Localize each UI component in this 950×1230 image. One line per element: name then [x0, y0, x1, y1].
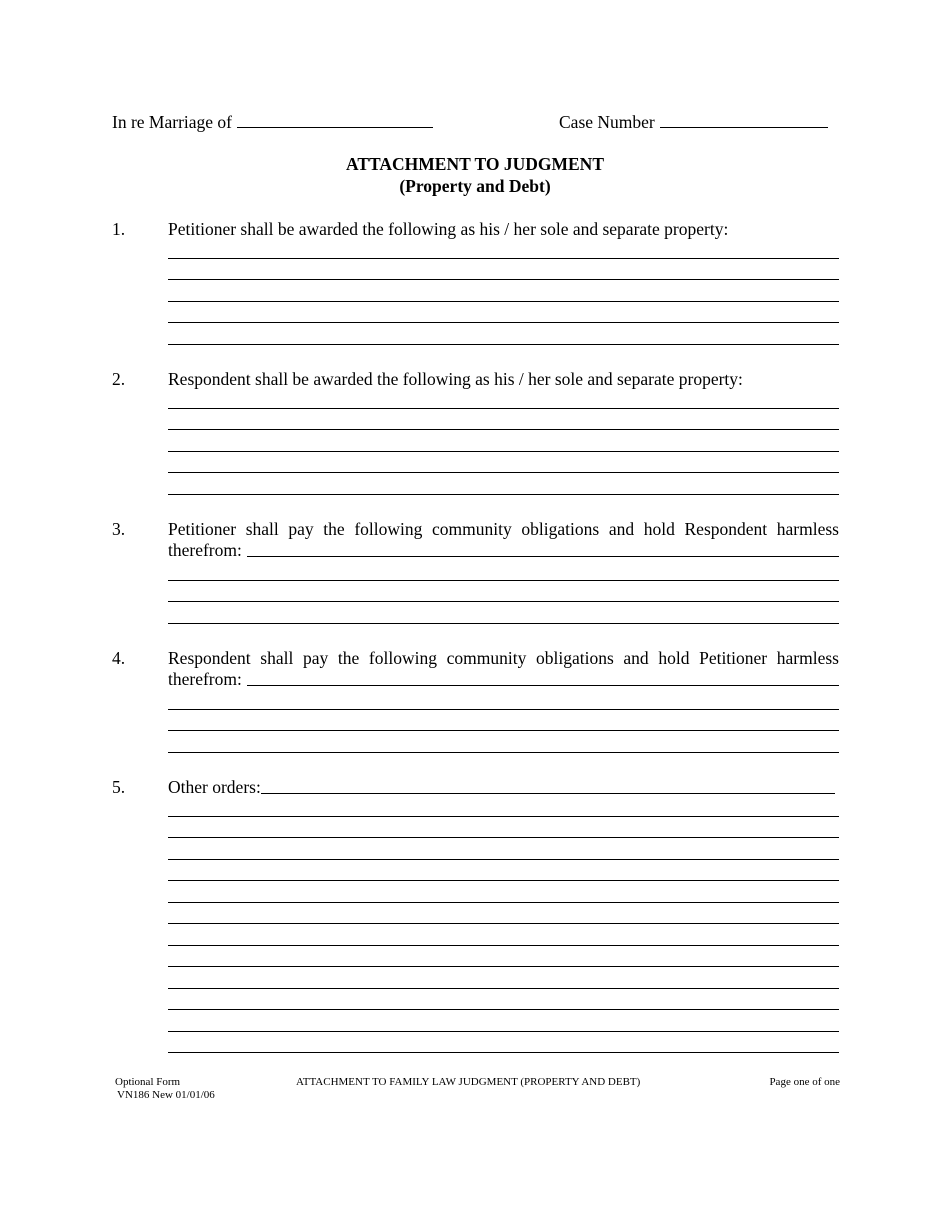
item-5-text: Other orders: [168, 777, 261, 797]
item-5-line[interactable] [168, 923, 839, 924]
marriage-field [112, 112, 433, 133]
case-number-field [559, 112, 828, 133]
item-1-text: Petitioner shall be awarded the following as his / her sole and separate property: [168, 219, 729, 239]
item-4-continuation [168, 669, 839, 690]
item-5-line[interactable] [168, 1052, 839, 1053]
item-4-line[interactable] [168, 752, 839, 753]
item-3-continuation [168, 540, 839, 561]
item-4-therefrom-label: therefrom: [168, 669, 242, 689]
case-number-label: Case Number [559, 112, 655, 132]
item-5-line[interactable] [168, 1031, 839, 1032]
item-4-number: 4. [112, 648, 126, 668]
marriage-blank[interactable] [237, 112, 433, 128]
item-1-number: 1. [112, 219, 126, 239]
item-3-therefrom-label: therefrom: [168, 540, 242, 560]
item-5-line[interactable] [168, 837, 839, 838]
item-2-line[interactable] [168, 408, 839, 409]
item-2-line[interactable] [168, 451, 839, 452]
item-5-line[interactable] [168, 859, 839, 860]
footer-optional-form: Optional Form [115, 1076, 181, 1088]
title-line-2: (Property and Debt) [399, 176, 551, 196]
item-5-line[interactable] [168, 1009, 839, 1010]
item-2-line[interactable] [168, 472, 839, 473]
item-5-line[interactable] [168, 902, 839, 903]
item-1-line[interactable] [168, 258, 839, 259]
page-title [0, 153, 950, 197]
footer-form-info [115, 1076, 215, 1102]
item-2-text: Respondent shall be awarded the following as his / her sole and separate property: [168, 369, 743, 389]
item-4-line[interactable] [168, 730, 839, 731]
item-4-text: Respondent shall pay the following community obligations and hold Petitioner harmless [168, 648, 839, 668]
item-3-line[interactable] [168, 580, 839, 581]
item-5-line[interactable] [168, 988, 839, 989]
item-1-line[interactable] [168, 279, 839, 280]
item-4-therefrom-blank[interactable] [247, 670, 839, 686]
item-5-line[interactable] [168, 816, 839, 817]
item-2-line[interactable] [168, 429, 839, 430]
item-5-line[interactable] [168, 945, 839, 946]
case-number-blank[interactable] [660, 112, 828, 128]
item-2-line[interactable] [168, 494, 839, 495]
item-2-number: 2. [112, 369, 126, 389]
item-5-line[interactable] [168, 880, 839, 881]
footer-form-number: VN186 New 01/01/06 [117, 1089, 215, 1101]
item-1-line[interactable] [168, 301, 839, 302]
item-3-line[interactable] [168, 601, 839, 602]
footer-form-title: ATTACHMENT TO FAMILY LAW JUDGMENT (PROPERTY AND DEBT) [296, 1076, 641, 1088]
item-5-number: 5. [112, 777, 126, 797]
item-5-blank[interactable] [261, 778, 835, 794]
item-4-line[interactable] [168, 709, 839, 710]
item-1-line[interactable] [168, 344, 839, 345]
footer-page-number: Page one of one [769, 1076, 840, 1088]
marriage-label: In re Marriage of [112, 112, 233, 132]
item-3-text: Petitioner shall pay the following community obligations and hold Respondent harmless [168, 519, 839, 539]
item-1-line[interactable] [168, 322, 839, 323]
item-3-number: 3. [112, 519, 126, 539]
item-3-therefrom-blank[interactable] [247, 541, 839, 557]
title-line-1: ATTACHMENT TO JUDGMENT [346, 154, 604, 174]
item-3-line[interactable] [168, 623, 839, 624]
item-5-line[interactable] [168, 966, 839, 967]
item-5-header [168, 777, 835, 798]
